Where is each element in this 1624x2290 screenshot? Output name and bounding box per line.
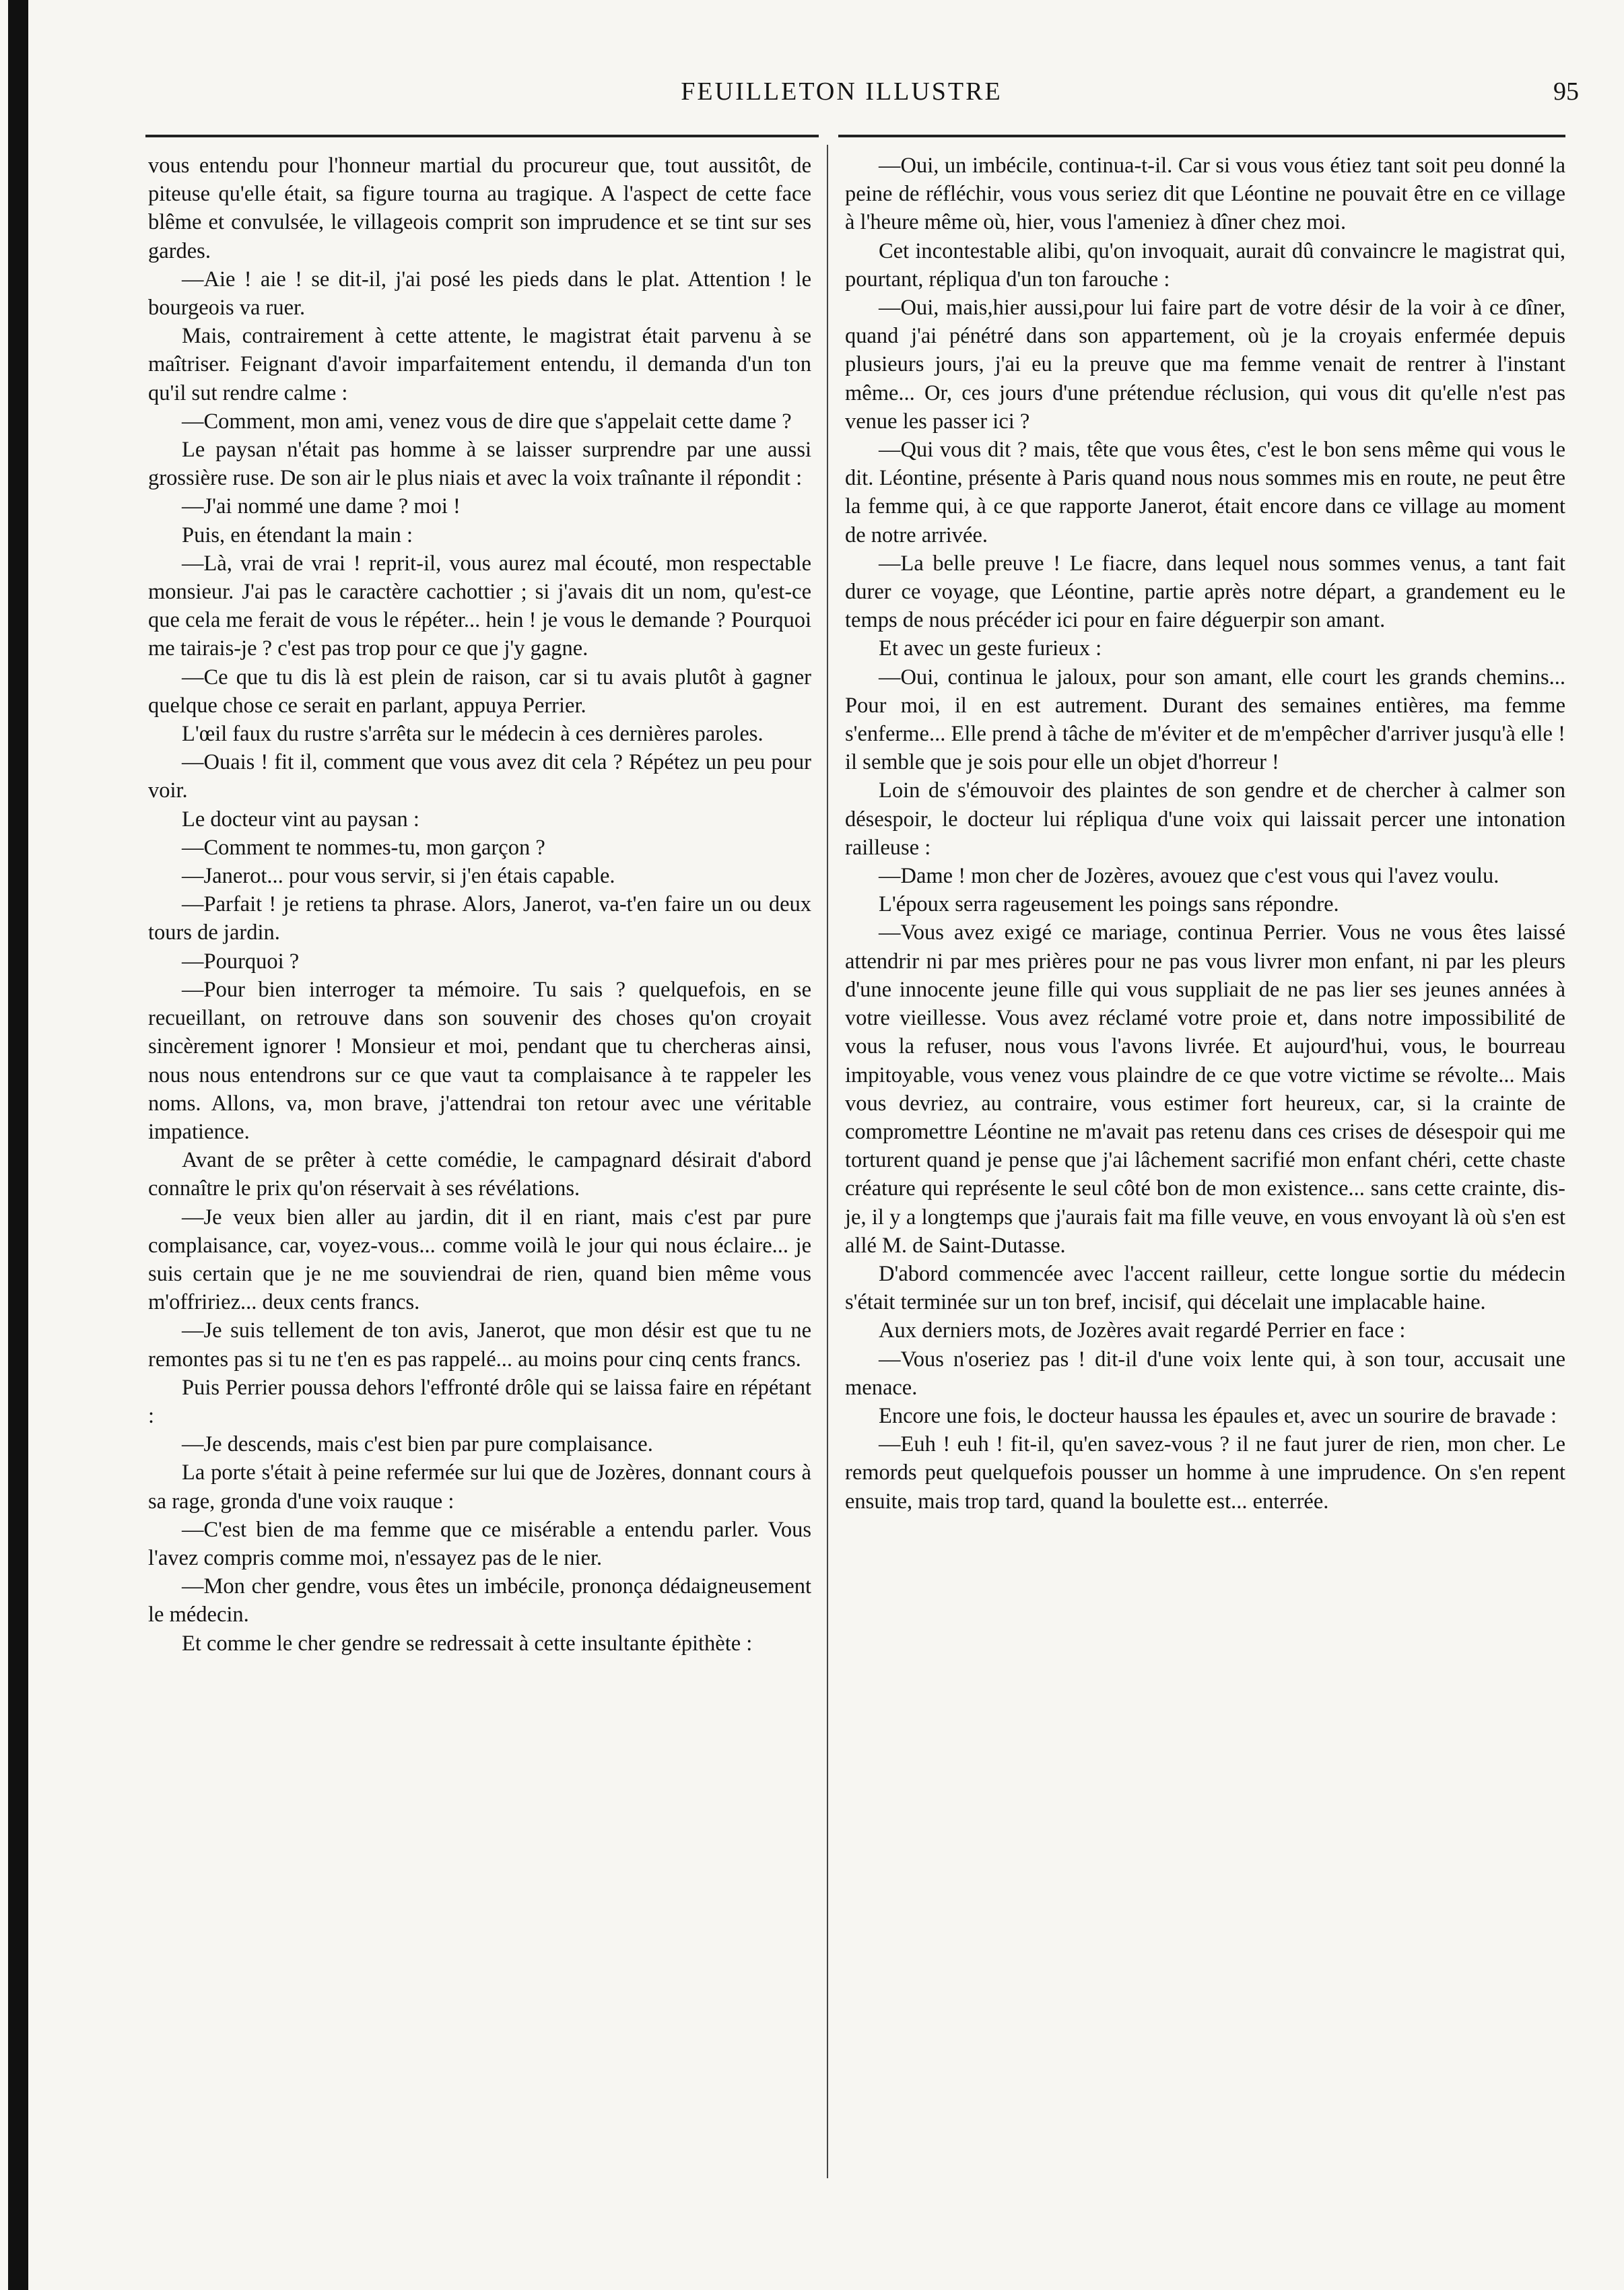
paragraph: —Pour bien interroger ta mémoire. Tu sais ? quelquefois, en se recueillant, on retrouve dans son souvenir des choses qu'on croyait sincèrement ignorer ! Monsieur et moi, pendant que tu chercheras ainsi, nous nous entendrons sur ce que vaut ta complaisance à te rappeler les noms. Allons, va, mon brave, j'attendrai ton retour avec une véritable impatience. (148, 977, 811, 1144)
paragraph: —Qui vous dit ? mais, tête que vous êtes, c'est le bon sens même qui vous le dit. Léontine, présente à Paris quand nous nous sommes mis en route, ne peut être la femme qui, à ce que rapporte Janerot, était encore dans ce village au moment de notre arrivée. (845, 438, 1565, 547)
paragraph: —Oui, mais,hier aussi,pour lui faire part de votre désir de la voir à ce dîner, quand j'ai pénétré dans son appartement, où je la croyais enfermée depuis plusieurs jours, j'ai eu la preuve que ma femme venait de rentrer à l'instant même... Or, ces jours d'une prétendue réclusion, qui vous dit qu'elle n'est pas venue les passer ici ? (845, 296, 1565, 434)
paragraph: vous entendu pour l'honneur martial du procureur que, tout aussitôt, de piteuse qu'elle était, sa figure tourna au tragique. A l'aspect de cette face blême et convulsée, le villageois comprit son imprudence et se tint sur ses gardes. (148, 154, 811, 263)
left-column (148, 151, 811, 1658)
paragraph: D'abord commencée avec l'accent railleur, cette longue sortie du médecin s'était terminée sur un ton bref, incisif, qui décelait une implacable haine. (845, 1261, 1565, 1315)
column-divider (827, 145, 828, 2178)
running-title: FEUILLETON ILLUSTRE (681, 77, 1003, 106)
page-number: 95 (1553, 77, 1579, 106)
paragraph: L'époux serra rageusement les poings sans répondre. (879, 892, 1339, 917)
paragraph: —La belle preuve ! Le fiacre, dans lequel nous sommes venus, a tant fait durer ce voyage, que Léontine, partie après notre départ, a grandement eu le temps de nous précéder ici pour en faire déguerpir son amant. (845, 551, 1565, 633)
paragraph: —Dame ! mon cher de Jozères, avouez que c'est vous qui l'avez voulu. (879, 864, 1499, 889)
paragraph: Encore une fois, le docteur haussa les épaules et, avec un sourire de bravade : (879, 1403, 1557, 1428)
paragraph: —Vous n'oseriez pas ! dit-il d'une voix lente qui, à son tour, accusait une menace. (845, 1347, 1565, 1400)
paragraph: Et avec un geste furieux : (879, 636, 1102, 661)
paragraph: —Pourquoi ? (182, 949, 300, 974)
paragraph: —Comment, mon ami, venez vous de dire que s'appelait cette dame ? (182, 409, 792, 434)
paragraph: —Mon cher gendre, vous êtes un imbécile, prononça dédaigneusement le médecin. (148, 1574, 811, 1627)
paragraph: —Vous avez exigé ce mariage, continua Perrier. Vous ne vous êtes laissé attendrir ni par mes prières pour ne pas vous livrer mon enfant, ni par les pleurs d'une innocente jeune fille qui vous suppliait de ne pas lier ses jeunes années à votre vieillesse. Vous avez réclamé votre proie et, dans notre impossibilité de vous la refuser, nous vous l'avons livrée. Et aujourd'hui, vous, le bourreau impitoyable, vous venez vous plaindre de ce que votre victime se révolte... Mais vous devriez, au contraire, vous estimer fort heureux, car, si la crainte de compromettre Léontine ne m'avait pas retenu dans ces crises de désespoir qui me torturent quand je pense que j'ai lâchement sacrifié mon enfant chéri, cette chaste créature qui représente le seul côté bon de mon existence... sans cette crainte, dis-je, il y a longtemps que j'aurais fait ma fille veuve, en vous envoyant là où s'en est allé M. de Saint-Dutasse. (845, 920, 1565, 1258)
right-column (845, 151, 1565, 1516)
paragraph: —Ouais ! fit il, comment que vous avez dit cela ? Répétez un peu pour voir. (148, 750, 811, 803)
paragraph: —Je suis tellement de ton avis, Janerot, que mon désir est que tu ne remontes pas si tu ne t'en es pas rappelé... au moins pour cinq cents francs. (148, 1318, 811, 1372)
paragraph: La porte s'était à peine refermée sur lui que de Jozères, donnant cours à sa rage, gronda d'une voix rauque : (148, 1460, 811, 1514)
header-rule-right (838, 135, 1565, 137)
paragraph: —Ce que tu dis là est plein de raison, car si tu avais plutôt à gagner quelque chose ce serait en parlant, appuya Perrier. (148, 665, 811, 718)
paragraph: Avant de se prêter à cette comédie, le campagnard désirait d'abord connaître le prix qu'on réservait à ses révélations. (148, 1148, 811, 1201)
header-rule-left (145, 135, 819, 137)
paragraph: —Je descends, mais c'est bien par pure complaisance. (182, 1432, 653, 1457)
paragraph: —C'est bien de ma femme que ce misérable a entendu parler. Vous l'avez compris comme moi, n'essayez pas de le nier. (148, 1517, 811, 1570)
paragraph: Puis, en étendant la main : (182, 523, 413, 547)
paragraph: Aux derniers mots, de Jozères avait regardé Perrier en face : (879, 1318, 1406, 1343)
paragraph: Et comme le cher gendre se redressait à cette insultante épithète : (182, 1631, 753, 1656)
paragraph: —Parfait ! je retiens ta phrase. Alors, Janerot, va-t'en faire un ou deux tours de jardin. (148, 892, 811, 945)
paragraph: —J'ai nommé une dame ? moi ! (182, 494, 461, 519)
page-header (104, 73, 1579, 113)
paragraph: Loin de s'émouvoir des plaintes de son gendre et de chercher à calmer son désespoir, le docteur lui répliqua d'une voix qui laissait percer une intonation railleuse : (845, 778, 1565, 860)
paragraph: Puis Perrier poussa dehors l'effronté drôle qui se laissa faire en répétant : (148, 1375, 811, 1428)
paragraph: Cet incontestable alibi, qu'on invoquait, aurait dû convaincre le magistrat qui, pourtant, répliqua d'un ton farouche : (845, 238, 1565, 292)
paragraph: Le docteur vint au paysan : (182, 807, 419, 832)
paragraph: —Janerot... pour vous servir, si j'en étais capable. (182, 864, 615, 889)
paragraph: —Je veux bien aller au jardin, dit il en riant, mais c'est par pure complaisance, car, voyez-vous... comme voilà le jour qui nous éclaire... je suis certain que je ne me souviendrai de rien, quand bien même vous m'offririez... deux cents francs. (148, 1205, 811, 1315)
paragraph: Mais, contrairement à cette attente, le magistrat était parvenu à se maîtriser. Feignant d'avoir imparfaitement entendu, il demanda d'un ton qu'il sut rendre calme : (148, 324, 811, 405)
paragraph: —Oui, un imbécile, continua-t-il. Car si vous vous étiez tant soit peu donné la peine de réfléchir, vous vous seriez dit que Léontine ne pouvait être en ce village à l'heure même où, hier, vous l'ameniez à dîner chez moi. (845, 154, 1565, 235)
paragraph: —Oui, continua le jaloux, pour son amant, elle court les grands chemins... Pour moi, il en est autrement. Durant des semaines entières, ma femme s'enferme... Elle prend à tâche de m'éviter et de m'empêcher d'arriver jusqu'à elle ! il semble que je sois pour elle un objet d'horreur ! (845, 665, 1565, 775)
page-binding-edge (8, 0, 28, 2290)
paragraph: Le paysan n'était pas homme à se laisser surprendre par une aussi grossière ruse. De son air le plus niais et avec la voix traînante il répondit : (148, 438, 811, 491)
paragraph: L'œil faux du rustre s'arrêta sur le médecin à ces dernières paroles. (182, 722, 764, 747)
paragraph: —Là, vrai de vrai ! reprit-il, vous aurez mal écouté, mon respectable monsieur. J'ai pas le caractère cachottier ; si j'avais dit un nom, qu'est-ce que cela me ferait de vous le répéter... hein ! je vous le demande ? Pourquoi me tairais-je ? c'est pas trop pour ce que j'y gagne. (148, 551, 811, 661)
paragraph: —Euh ! euh ! fit-il, qu'en savez-vous ? il ne faut jurer de rien, mon cher. Le remords peut quelquefois pousser un homme à une imprudence. On s'en repent ensuite, mais trop tard, quand la boulette est... enterrée. (845, 1432, 1565, 1514)
paragraph: —Comment te nommes-tu, mon garçon ? (182, 835, 545, 860)
paragraph: —Aie ! aie ! se dit-il, j'ai posé les pieds dans le plat. Attention ! le bourgeois va ruer. (148, 267, 811, 321)
